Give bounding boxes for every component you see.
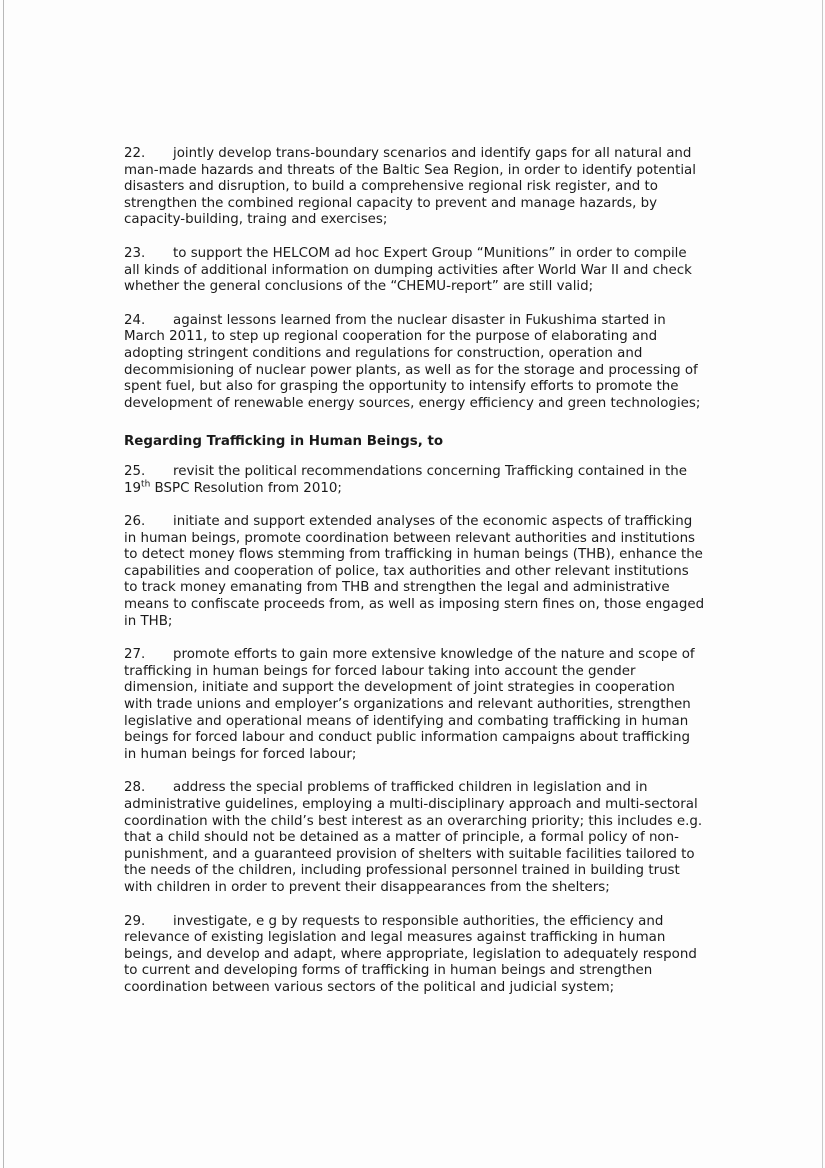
paragraph-number: 25. [124, 463, 146, 479]
paragraph-28 [124, 780, 706, 896]
paragraph-27 [124, 647, 706, 763]
paragraph-text: investigate, e g by requests to responsible authorities, the efficiency and relevance of existing legislation and legal measures against trafficking in human beings, and develop and adapt, where appropriate, legislation to adequately respond to current and developing forms of trafficking in human beings and strengthen coordination between various sectors of the political and judicial system; [124, 913, 697, 995]
page-right-edge [822, 0, 823, 1168]
paragraph-22 [124, 146, 706, 229]
document-body [124, 146, 706, 1014]
paragraph-text: promote efforts to gain more extensive knowledge of the nature and scope of trafficking in human beings for forced labour taking into account the gender dimension, initiate and support the development of joint strategies in cooperation with trade unions and employer’s organizations and relevant authorities, strengthen legislative and operational means of identifying and combating trafficking in human beings for forced labour and conduct public information campaigns about trafficking in human beings for forced labour; [124, 647, 695, 762]
paragraph-23 [124, 246, 706, 296]
paragraph-26 [124, 514, 706, 630]
paragraph-text: against lessons learned from the nuclear disaster in Fukushima started in March 2011, to step up regional cooperation for the purpose of elaborating and adopting stringent conditions and regulations for construction, operation and decommisioning of nuclear power plants, as well as for the storage and processing of spent fuel, but also for grasping the opportunity to intensify efforts to promote the development of renewable energy sources, energy efficiency and green technologies; [124, 312, 701, 411]
paragraph-text-continued: BSPC Resolution from 2010; [150, 480, 342, 496]
paragraph-number: 27. [124, 647, 146, 663]
section-heading: Regarding Trafficking in Human Beings, to [124, 434, 444, 450]
paragraph-text: to support the HELCOM ad hoc Expert Group “Munitions” in order to compile all kinds of additional information on dumping activities after World War II and check whether the general conclusions of the “CHEMU-report” are still valid; [124, 245, 692, 295]
paragraph-text: jointly develop trans-boundary scenarios and identify gaps for all natural and man-made hazards and threats of the Baltic Sea Region, in order to identify potential disasters and disruption, to build a comprehensive regional risk register, and to strengthen the combined regional capacity to prevent and manage hazards, by capacity-building, traing and exercises; [124, 146, 696, 228]
ordinal-superscript: th [141, 479, 151, 490]
paragraph-text: revisit the political recommendations concerning Trafficking contained in the 19 [124, 463, 688, 496]
paragraph-number: 24. [124, 312, 146, 328]
paragraph-text: address the special problems of trafficked children in legislation and in administrative guidelines, employing a multi-disciplinary approach and multi-sectoral coordination with the child’s best interest as an overarching priority; this includes e.g. that a child should not be detained as a matter of principle, a formal policy of non-punishment, and a guaranteed provision of shelters with suitable facilities tailored to the needs of the children, including professional personnel trained in building trust with children in order to prevent their disappearances from the shelters; [124, 780, 703, 895]
paragraph-number: 23. [124, 245, 146, 261]
paragraph-number: 29. [124, 913, 146, 929]
paragraph-number: 28. [124, 780, 146, 796]
page-left-edge [3, 0, 4, 1168]
paragraph-24 [124, 313, 706, 413]
paragraph-number: 22. [124, 146, 146, 161]
paragraph-29 [124, 914, 706, 997]
paragraph-number: 26. [124, 514, 146, 530]
paragraph-text: initiate and support extended analyses of the economic aspects of trafficking in human beings, promote coordination between relevant authorities and institutions to detect money flows stemming from trafficking in human beings (THB), enhance the capabilities and cooperation of police, tax authorities and other relevant institutions to track money emanating from THB and strengthen the legal and administrative means to confiscate proceeds from, as well as imposing stern fines on, those engaged in THB; [124, 514, 705, 629]
paragraph-25 [124, 464, 706, 497]
